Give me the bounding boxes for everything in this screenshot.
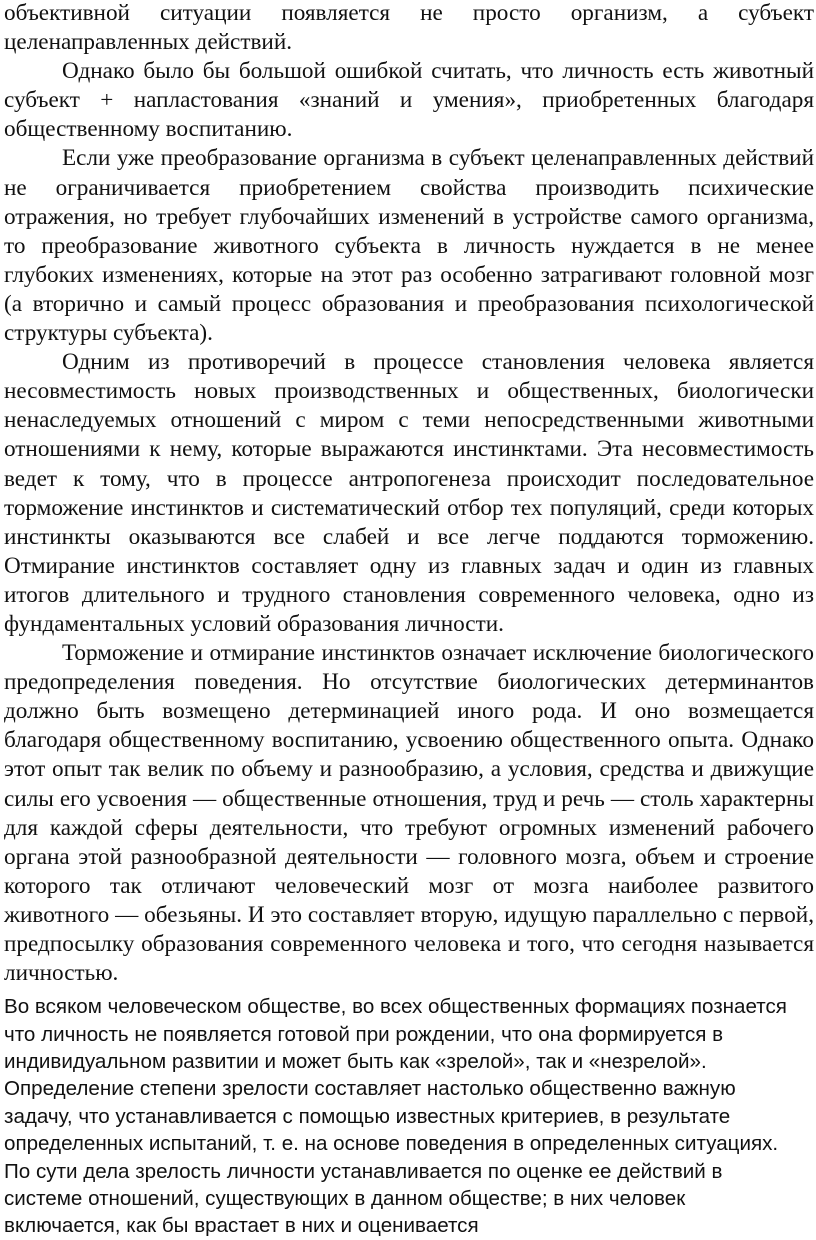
- paragraph-1: объективной ситуации появляется не просто организм, а субъект целенаправленных действий.: [4, 0, 814, 56]
- paragraph-4: Одним из противоречий в процессе становления человека является несовместимость новых производственных и общественных, биологически ненаследуемых отношений с миром с теми непосредственными животными отношениями к нему, которые выражаются инстинктами. Эта несовместимость ведет к тому, что в процессе антропогенеза происходит последовательное торможение инстинктов и систематический отбор тех популяций, среди которых инстинкты оказываются все слабей и все легче поддаются торможению. Отмирание инстинктов составляет одну из главных задач и один из главных итогов длительного и трудного становления современного человека, одно из фундаментальных условий образования личности.: [4, 349, 814, 637]
- paragraph-3: Если уже преобразование организма в субъект целенаправленных действий не ограничивается приобретением свойства производить психические отражения, но требует глубочайших изменений в устройстве самого организма, то преобразование животного субъекта в личность нуждается в не менее глубоких изменениях, которые на этот раз особенно затрагивают головной мозг (а вторично и самый процесс образования и преобразования психологической структуры субъекта).: [4, 145, 814, 347]
- paragraph-6: Во всяком человеческом обществе, во всех общественных формациях познается что личность не появляется готовой при рождении, что она формируется в индивидуальном развитии и может быть как «зрелой», так и «незрелой». Определение степени зрелости составляет настолько общественно важную задачу, что устанавливается с помощью известных критериев, в результате определенных испытаний, т. е. на основе поведения в определенных ситуациях. По сути дела зрелость личности устанавливается по оценке ее действий в системе отношений, существующих в данном обществе; в них человек включается, как бы врастает в них и оценивается: [4, 995, 787, 1238]
- paragraph-2: Однако было бы большой ошибкой считать, что личность есть животный субъект + напластования «знаний и умения», приобретенных благодаря общественному воспитанию.: [4, 58, 814, 143]
- paragraph-5: Торможение и отмирание инстинктов означает исключение биологического предопределения поведения. Но отсутствие биологических детерминантов должно быть возмещено детерминацией иного рода. И оно возмещается благодаря общественному воспитанию, усвоению общественного опыта. Однако этот опыт так велик по объему и разнообразию, а условия, средства и движущие силы его усвоения — общественные отношения, труд и речь — столь характерны для каждой сферы деятельности, что требуют огромных изменений рабочего органа этой разнообразной деятельности — головного мозга, объем и строение которого так отличают человеческий мозг от мозга наиболее развитого животного — обезьяны. И это составляет вторую, идущую параллельно с первой, предпосылку образования современного человека и того, что сегодня называется личностью.: [4, 640, 814, 987]
